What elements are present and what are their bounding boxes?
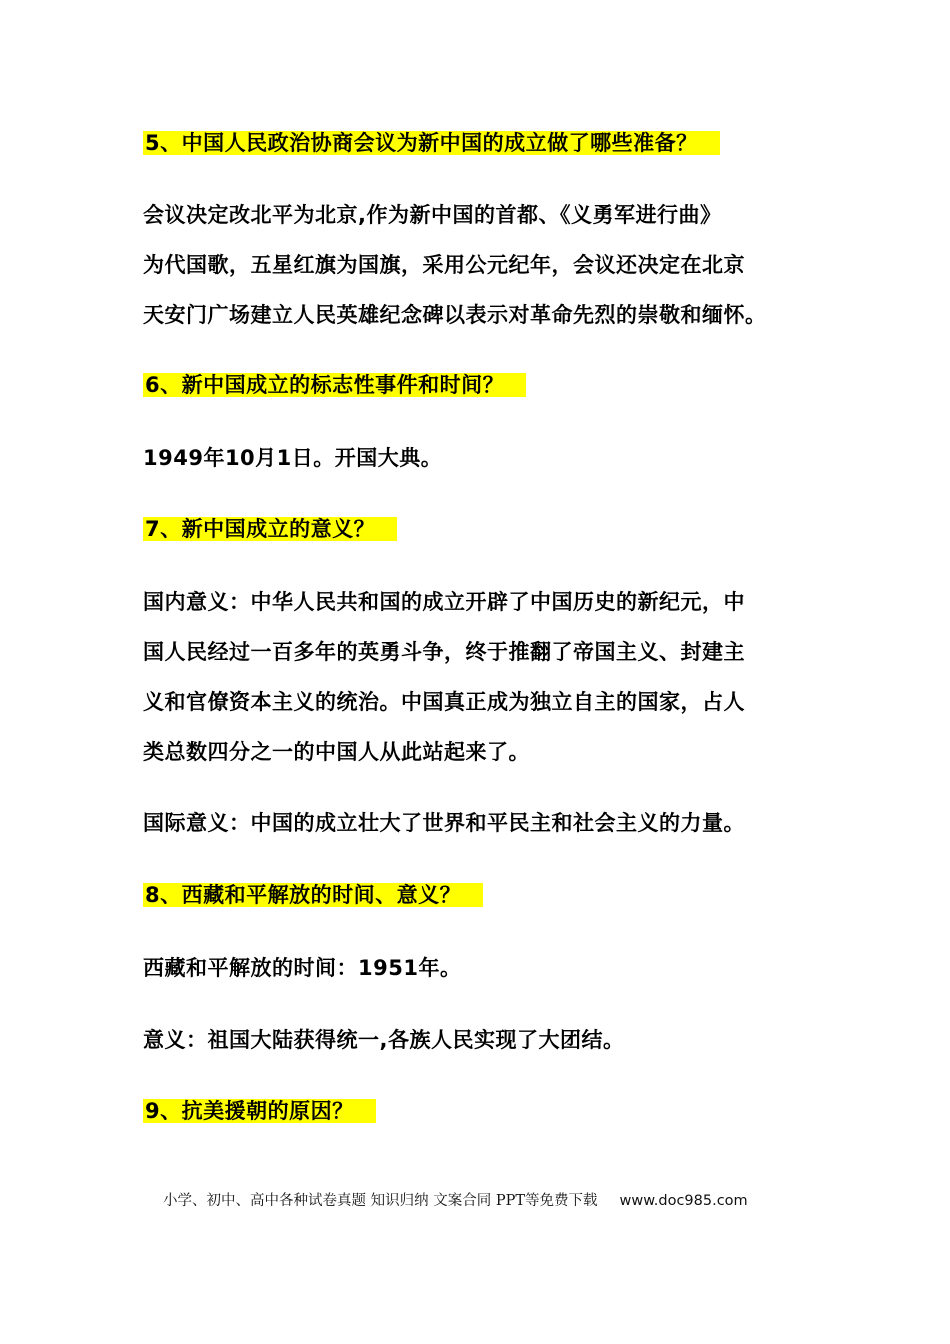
footer-text: 小学、初中、高中各种试卷真题 知识归纳 文案合同 PPT等免费下载	[163, 1193, 598, 1209]
footer-site[interactable]: www.doc985.com	[619, 1193, 748, 1209]
question-8-heading	[143, 880, 483, 910]
answer-5-line-3: 天安门广场建立人民英雄纪念碑以表示对革命先烈的崇敬和缅怀。	[143, 303, 767, 327]
answer-6: 1949年10月1日。开国大典。	[143, 446, 443, 470]
question-6-heading	[143, 370, 526, 400]
answer-8-meaning: 意义：祖国大陆获得统一,各族人民实现了大团结。	[143, 1028, 625, 1052]
question-9-title: 9、抗美援朝的原因？	[143, 1099, 376, 1123]
question-7-heading	[143, 514, 397, 544]
question-5-title: 5、中国人民政治协商会议为新中国的成立做了哪些准备？	[143, 131, 720, 155]
answer-7-domestic-line-1: 国内意义：中华人民共和国的成立开辟了中国历史的新纪元，中	[143, 590, 745, 614]
question-6-title: 6、新中国成立的标志性事件和时间？	[143, 373, 526, 397]
answer-7-international: 国际意义：中国的成立壮大了世界和平民主和社会主义的力量。	[143, 811, 745, 835]
answer-7-domestic-line-3: 义和官僚资本主义的统治。中国真正成为独立自主的国家，占人	[143, 690, 745, 714]
answer-5-line-1: 会议决定改北平为北京,作为新中国的首都、《义勇军进行曲》	[143, 203, 722, 227]
answer-8-time: 西藏和平解放的时间：1951年。	[143, 956, 462, 980]
question-8-title: 8、西藏和平解放的时间、意义？	[143, 883, 483, 907]
answer-7-domestic-line-4: 类总数四分之一的中国人从此站起来了。	[143, 740, 530, 764]
answer-7-domestic-line-2: 国人民经过一百多年的英勇斗争，终于推翻了帝国主义、封建主	[143, 640, 745, 664]
page-footer	[163, 1190, 748, 1212]
question-7-title: 7、新中国成立的意义？	[143, 517, 397, 541]
answer-5-line-2: 为代国歌，五星红旗为国旗，采用公元纪年，会议还决定在北京	[143, 253, 745, 277]
question-5-heading	[143, 128, 720, 158]
question-9-heading	[143, 1096, 376, 1126]
